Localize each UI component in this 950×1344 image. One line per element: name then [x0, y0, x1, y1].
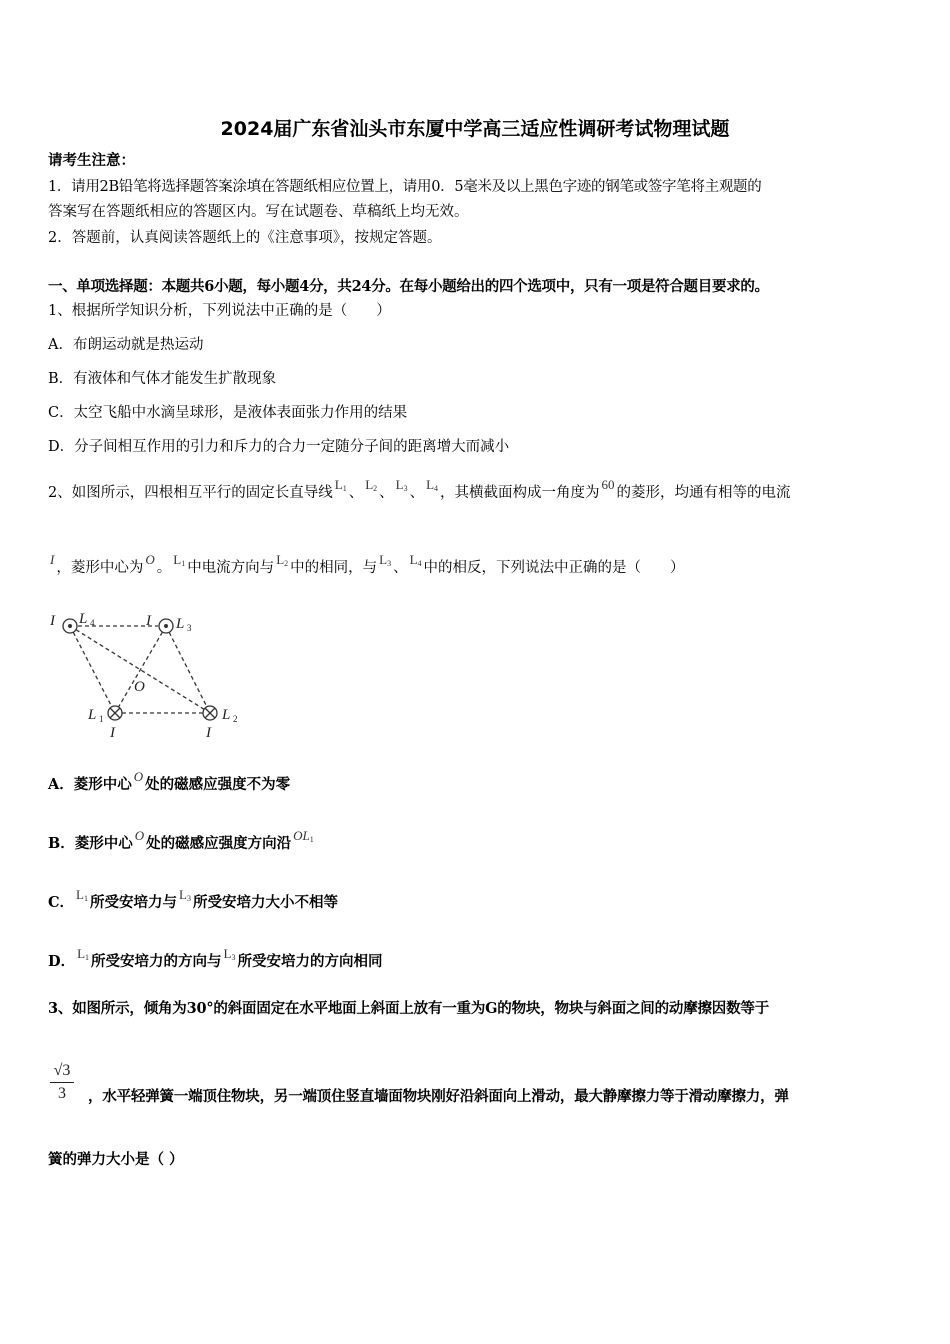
q1-option-a: A．布朗运动就是热运动	[48, 337, 204, 353]
label-l2: L	[222, 707, 231, 723]
notice-line-1b: 答案写在答题纸相应的答题区内。写在试题卷、草稿纸上均无效。	[48, 204, 469, 220]
notice-line-2: 2．答题前，认真阅读答题纸上的《注意事项》，按规定答题。	[48, 230, 442, 246]
label-current-l1: I	[110, 725, 115, 741]
label-current-l3: I	[146, 613, 151, 629]
label-l4: L	[79, 611, 88, 627]
q1-stem: 1、根据所学知识分析，下列说法中正确的是（ ）	[48, 303, 391, 319]
label-current-l2: I	[206, 725, 211, 741]
svg-text:1: 1	[99, 714, 104, 724]
q3-stem-line2: ，水平轻弹簧一端顶住物块，另一端顶住竖直墙面物块刚好沿斜面向上滑动，最大静摩擦力等于滑动摩擦力，弹	[88, 1088, 789, 1105]
svg-text:3: 3	[187, 623, 192, 633]
q2-option-b: B．菱形中心 O 处的磁感应强度方向沿 $OL_1$	[48, 828, 314, 852]
diagonal-l3-l1	[115, 626, 166, 713]
mu-fraction	[48, 1062, 76, 1103]
q2-option-c: C． $L_1$ 所受安培力与 $L_3$ 所受安培力大小不相等	[48, 887, 338, 911]
edge-l4-l1	[70, 626, 115, 713]
q2-stem-line1: 2、如图所示，四根相互平行的固定长直导线$L_1$ 、$L_2$ 、$L_3$ 、$L_4$ ，其横截面构成一角度为60的菱形，均通有相等的电流	[48, 477, 791, 501]
q2-option-a: A．菱形中心 O 处的磁感应强度不为零	[48, 769, 291, 793]
notice-heading: 请考生注意：	[48, 152, 135, 169]
wire-l1-in	[108, 706, 122, 720]
rhombus-wire-diagram	[48, 605, 248, 745]
q1-option-b: B．有液体和气体才能发生扩散现象	[48, 371, 277, 387]
svg-text:2: 2	[233, 714, 238, 724]
label-current-l4: I	[50, 613, 55, 629]
page-title: 2024届广东省汕头市东厦中学高三适应性调研考试物理试题	[220, 118, 730, 140]
q3-stem-line1: 3、如图所示，倾角为30°的斜面固定在水平地面上斜面上放有一重为G的物块，物块与斜面之间的动摩擦因数等于	[48, 1000, 769, 1017]
fraction-numerator: √3	[53, 1062, 71, 1079]
q3-stem-line3: 簧的弹力大小是（ ）	[48, 1151, 184, 1168]
edge-l3-l2	[166, 626, 210, 713]
q2-stem-line2: I，菱形中心为O。$L_1$ 中电流方向与$L_2$ 中的相同，与$L_3$ 、$L_4$ 中的相反，下列说法中正确的是（ ）	[50, 552, 685, 576]
svg-text:4: 4	[90, 618, 95, 628]
label-l1: L	[88, 707, 97, 723]
fraction-denominator: 3	[58, 1085, 66, 1102]
label-center-o: O	[134, 679, 145, 695]
wire-l2-in	[203, 706, 217, 720]
notice-line-1a: 1．请用2B铅笔将选择题答案涂填在答题纸相应位置上，请用0．5毫米及以上黑色字迹的钢笔或签字笔将主观题的	[48, 179, 762, 195]
label-l3: L	[176, 616, 185, 632]
section-heading: 一、单项选择题：本题共6小题，每小题4分，共24分。在每小题给出的四个选项中，只有一项是符合题目要求的。	[48, 278, 769, 295]
q1-option-d: D．分子间相互作用的引力和斥力的合力一定随分子间的距离增大而减小	[48, 439, 510, 455]
q2-option-d: D． $L_1$ 所受安培力的方向与 $L_3$ 所受安培力的方向相同	[48, 946, 383, 970]
q1-option-c: C．太空飞船中水滴呈球形，是液体表面张力作用的结果	[48, 405, 408, 421]
